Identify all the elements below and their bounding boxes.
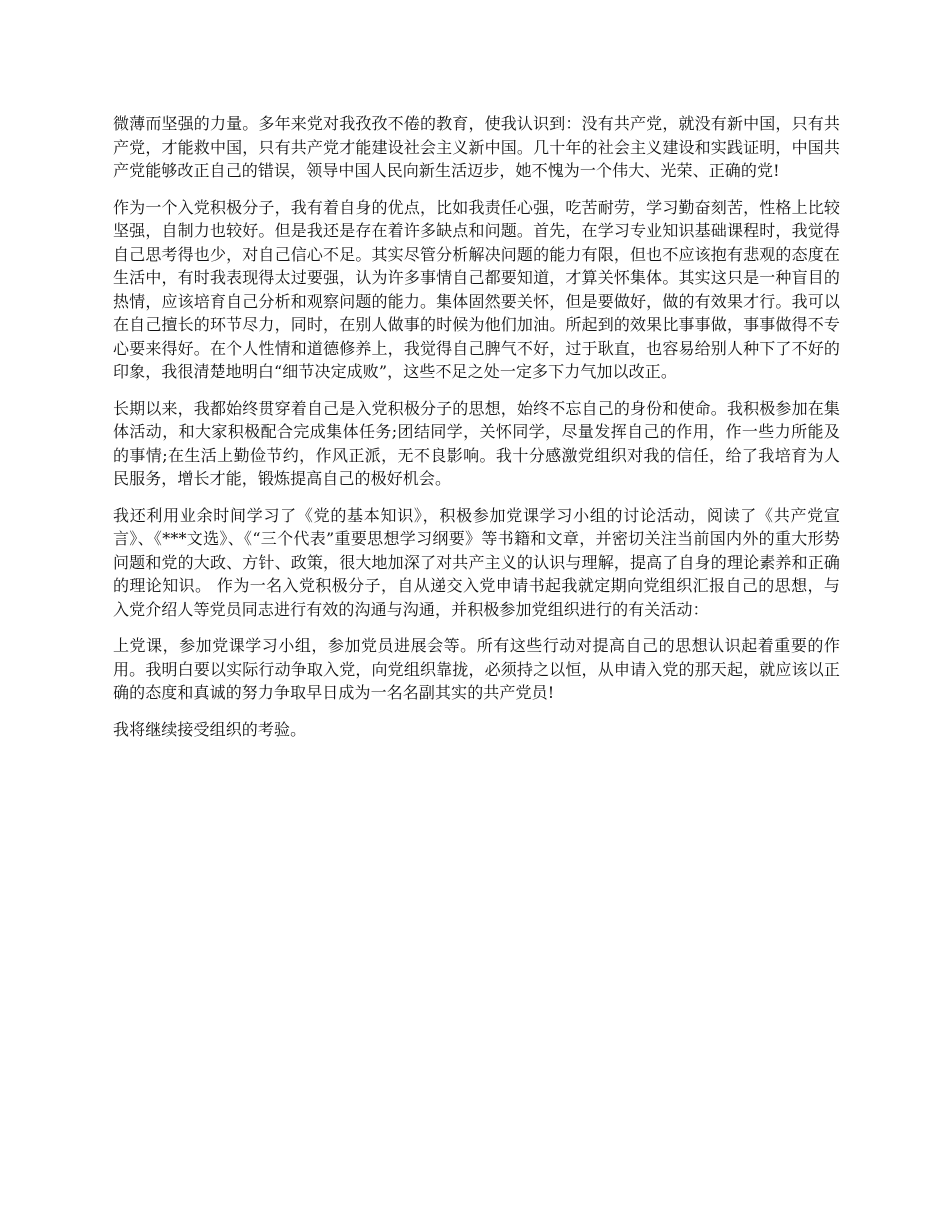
paragraph-1: 微薄而坚强的力量。多年来党对我孜孜不倦的教育，使我认识到：没有共产党，就没有新中国，只有共产党，才能救中国，只有共产党才能建设社会主义新中国。几十年的社会主义建设和实践证明，中国共产党能够改正自己的错误，领导中国人民向新生活迈步，她不愧为一个伟大、光荣、正确的党!	[113, 114, 840, 180]
paragraph-2: 作为一个入党积极分子，我有着自身的优点，比如我责任心强，吃苦耐劳，学习勤奋刻苦，性格上比较坚强，自制力也较好。但是我还是存在着许多缺点和问题。首先，在学习专业知识基础课程时，我觉得自己思考得也少，对自己信心不足。其实尽管分析解决问题的能力有限，但也不应该抱有悲观的态度在生活中，有时我表现得太过要强，认为许多事情自己都要知道，才算关怀集体。其实这只是一种盲目的热情，应该培育自己分析和观察问题的能力。集体固然要关怀，但是要做好，做的有效果才行。我可以在自己擅长的环节尽力，同时，在别人做事的时候为他们加油。所起到的效果比事事做，事事做得不专心要来得好。在个人性情和道德修养上，我觉得自己脾气不好，过于耿直，也容易给别人种下了不好的印象，我很清楚地明白“细节决定成败”，这些不足之处一定多下力气加以改正。	[113, 197, 840, 381]
paragraph-3: 长期以来，我都始终贯穿着自己是入党积极分子的思想，始终不忘自己的身份和使命。我积极参加在集体活动，和大家积极配合完成集体任务;团结同学，关怀同学，尽量发挥自己的作用，作一些力所能及的事情;在生活上勤俭节约，作风正派，无不良影响。我十分感激党组织对我的信任，给了我培育为人民服务，增长才能，锻炼提高自己的极好机会。	[113, 398, 840, 488]
paragraph-5: 上党课，参加党课学习小组，参加党员进展会等。所有这些行动对提高自己的思想认识起着重要的作用。我明白要以实际行动争取入党，向党组织靠拢，必须持之以恒，从申请入党的那天起，就应该以正确的态度和真诚的努力争取早日成为一名名副其实的共产党员!	[113, 636, 840, 702]
paragraph-6: 我将继续接受组织的考验。	[113, 719, 307, 739]
paragraph-4: 我还利用业余时间学习了《党的基本知识》，积极参加党课学习小组的讨论活动，阅读了《共产党宣言》、《***文选》、《“三个代表”重要思想学习纲要》等书籍和文章，并密切关注当前国内外的重大形势问题和党的大政、方针、政策，很大地加深了对共产主义的认识与理解，提高了自身的理论素养和正确的理论知识。 作为一名入党积极分子，自从递交入党申请书起我就定期向党组织汇报自己的思想，与入党介绍人等党员同志进行有效的沟通与沟通，并积极参加党组织进行的有关活动：	[113, 505, 840, 619]
document-page	[113, 112, 840, 754]
